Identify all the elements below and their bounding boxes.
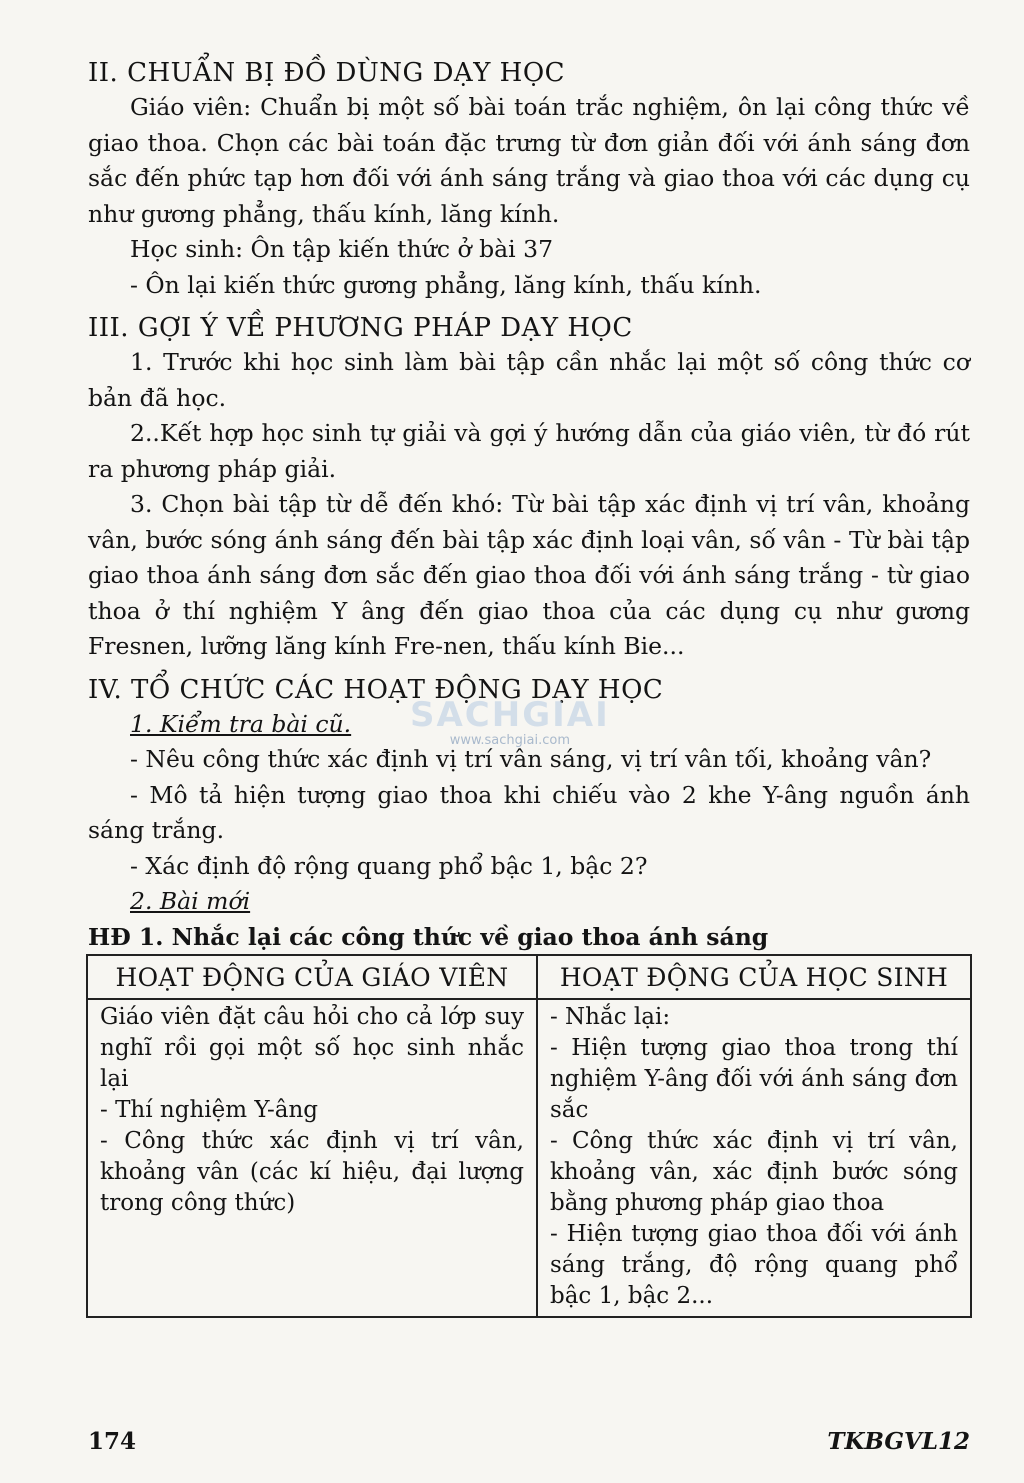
- question-1: - Nêu công thức xác định vị trí vân sáng, vị trí vân tối, khoảng vân?: [130, 745, 932, 773]
- page-number: 174: [88, 1428, 137, 1455]
- section-3-item-1: 1. Trước khi học sinh làm bài tập cần nhắc lại một số công thức cơ bản đã học.: [88, 348, 970, 412]
- section-3-title: III. GỢI Ý VỀ PHƯƠNG PHÁP DẠY HỌC: [88, 313, 633, 343]
- question-3: - Xác định độ rộng quang phổ bậc 1, bậc 2?: [130, 851, 648, 880]
- table-row: [87, 999, 971, 1317]
- watermark-url: www.sachgiai.com: [449, 733, 571, 748]
- teacher-activity-cell: [87, 999, 537, 1317]
- student-activity-cell: [537, 999, 971, 1317]
- watermark: [410, 695, 610, 748]
- student-activity-line: - Hiện tượng giao thoa đối với ánh sáng trắng, độ rộng quang phổ bậc 1, bậc 2...: [549, 1220, 958, 1309]
- book-code: TKBGVL12: [827, 1428, 970, 1455]
- page-content: [88, 56, 970, 1318]
- student-column-header: HOẠT ĐỘNG CỦA HỌC SINH: [537, 955, 971, 999]
- teacher-activity-line: - Công thức xác định vị trí vân, khoảng vân (các kí hiệu, đại lượng trong công thức): [100, 1127, 524, 1216]
- table-header-row: [87, 955, 971, 999]
- subsection-check-old-lesson: 1. Kiểm tra bài cũ.: [130, 709, 352, 738]
- teacher-activity-line: - Thí nghiệm Y-âng: [100, 1096, 319, 1123]
- student-activity-line: - Hiện tượng giao thoa trong thí nghiệm Y-âng đối với ánh sáng đơn sắc: [549, 1034, 958, 1123]
- teacher-activity-line: Giáo viên đặt câu hỏi cho cả lớp suy nghĩ rồi gọi một số học sinh nhắc lại: [100, 1003, 524, 1092]
- question-2: - Mô tả hiện tượng giao thoa khi chiếu vào 2 khe Y-âng nguồn ánh sáng trắng.: [88, 780, 970, 844]
- section-4-title: IV. TỔ CHỨC CÁC HOẠT ĐỘNG DẠY HỌC: [88, 674, 664, 705]
- student-activity-line: - Công thức xác định vị trí vân, khoảng vân, xác định bước sóng bằng phương pháp giao thoa: [549, 1127, 958, 1216]
- teacher-column-header: HOẠT ĐỘNG CỦA GIÁO VIÊN: [87, 955, 537, 999]
- section-2-teacher-paragraph: Giáo viên: Chuẩn bị một số bài toán trắc nghiệm, ôn lại công thức về giao thoa. Chọn các bài toán đặc trưng từ đơn giản đối với ánh sáng đơn sắc đến phức tạp hơn đối với ánh sáng trắng và giao thoa với các dụng cụ như gương phẳng, thấu kính, lăng kính.: [88, 93, 970, 228]
- student-activity-line: - Nhắc lại:: [549, 1003, 671, 1030]
- section-3-item-3: 3. Chọn bài tập từ dễ đến khó: Từ bài tập xác định vị trí vân, khoảng vân, bước sóng ánh sáng đến bài tập xác định loại vân, số vân - Từ bài tập giao thoa ánh sáng đơn sắc đến giao thoa đối với ánh sáng trắng - từ giao thoa ở thí nghiệm Y âng đến giao thoa của các dụng cụ như gương Fresnen, lưỡng lăng kính Fre-nen, thấu kính Bie...: [88, 490, 970, 660]
- activity-1-heading: HĐ 1. Nhắc lại các công thức về giao thoa ánh sáng: [88, 922, 769, 951]
- section-2-student-line: Học sinh: Ôn tập kiến thức ở bài 37: [130, 235, 554, 263]
- section-3-item-2: 2..Kết hợp học sinh tự giải và gợi ý hướng dẫn của giáo viên, từ đó rút ra phương pháp giải.: [88, 419, 970, 483]
- section-2-review-line: - Ôn lại kiến thức gương phẳng, lăng kính, thấu kính.: [130, 270, 762, 299]
- activity-table: [86, 954, 972, 1318]
- section-2-title: II. CHUẨN BỊ ĐỒ DÙNG DẠY HỌC: [88, 58, 566, 88]
- watermark-brand: SACHGIAI: [410, 695, 610, 735]
- subsection-new-lesson: 2. Bài mới: [130, 887, 251, 915]
